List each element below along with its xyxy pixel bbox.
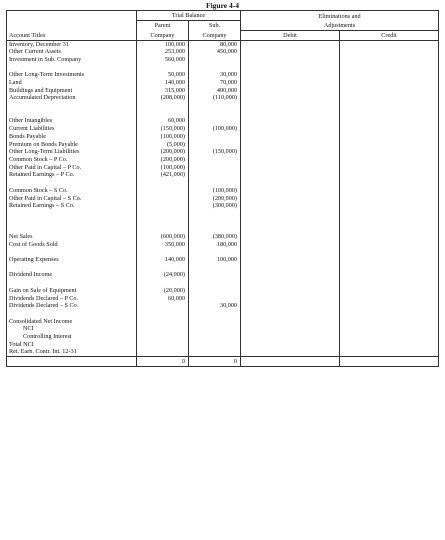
sub-amount: 180,000: [189, 241, 241, 249]
debit-cell: [241, 325, 340, 333]
parent-amount: [137, 179, 189, 187]
debit-cell: [241, 264, 340, 272]
debit-cell: [241, 295, 340, 303]
account-titles-header: Account Titles: [7, 30, 137, 40]
account-title: Common Stock – P Co.: [9, 156, 68, 163]
account-title: Dividends Declared – P Co.: [9, 294, 79, 302]
worksheet-row: [7, 125, 439, 133]
parent-amount: 315,000: [137, 87, 189, 95]
parent-amount: 253,000: [137, 48, 189, 56]
debit-cell: [241, 195, 340, 203]
debit-cell: [241, 279, 340, 287]
worksheet-row: [7, 225, 439, 233]
credit-cell: [340, 87, 439, 95]
account-title: Dividends Declared – S Co.: [9, 302, 79, 310]
worksheet-row: [7, 271, 439, 279]
sub-amount: [189, 318, 241, 326]
sub-amount: [189, 295, 241, 303]
worksheet-row: [7, 148, 439, 156]
credit-cell: [340, 333, 439, 341]
debit-cell: [241, 318, 340, 326]
worksheet-row: [7, 79, 439, 87]
parent-amount: [137, 333, 189, 341]
sub-amount: [189, 164, 241, 172]
credit-cell: [340, 218, 439, 226]
account-title: Land: [9, 79, 22, 86]
credit-cell: [340, 148, 439, 156]
sub-amount: (110,000): [189, 94, 241, 102]
account-title: Gain on Sale of Equipment: [9, 286, 77, 294]
sub-amount: (150,000): [189, 148, 241, 156]
worksheet-row: [7, 348, 439, 356]
parent-amount: [137, 64, 189, 72]
sub-amount: 80,000: [189, 40, 241, 48]
debit-cell: [241, 64, 340, 72]
parent-amount: [137, 202, 189, 210]
worksheet-row: [7, 71, 439, 79]
sub-amount: [189, 341, 241, 349]
parent-amount: 140,000: [137, 256, 189, 264]
sub-amount: [189, 287, 241, 295]
account-title: [7, 218, 137, 226]
sub-amount: [189, 248, 241, 256]
debit-cell: [241, 71, 340, 79]
worksheet-row: [7, 279, 439, 287]
sub-amount: [189, 179, 241, 187]
account-title: Total NCI: [9, 340, 34, 348]
sub-amount: [189, 218, 241, 226]
worksheet-row: [7, 295, 439, 303]
account-title: Retained Earnings – P Co.: [9, 171, 75, 179]
parent-amount: 100,000: [137, 40, 189, 48]
debit-cell: [241, 117, 340, 125]
sub-header-line1: Sub.: [189, 21, 241, 31]
parent-header-line1: Parent: [137, 21, 189, 31]
debit-total: [241, 357, 340, 367]
trial-balance-header: Trial Balance: [137, 11, 241, 21]
worksheet-row: [7, 156, 439, 164]
worksheet-row: [7, 241, 439, 249]
parent-amount: [137, 195, 189, 203]
debit-cell: [241, 225, 340, 233]
worksheet-row: [7, 187, 439, 195]
figure-title: Figure 4-4: [206, 1, 239, 10]
account-title: [7, 64, 137, 72]
credit-cell: [340, 64, 439, 72]
sub-amount: [189, 325, 241, 333]
credit-cell: [340, 156, 439, 164]
header-blank: [7, 11, 137, 21]
credit-cell: [340, 287, 439, 295]
sub-amount: (380,000): [189, 233, 241, 241]
sub-amount: [189, 271, 241, 279]
debit-cell: [241, 348, 340, 356]
parent-amount: [137, 248, 189, 256]
sub-amount: [189, 225, 241, 233]
credit-cell: [340, 348, 439, 356]
parent-amount: 60,000: [137, 117, 189, 125]
sub-total: 0: [189, 357, 241, 367]
debit-cell: [241, 310, 340, 318]
worksheet-row: [7, 333, 439, 341]
parent-amount: (600,000): [137, 233, 189, 241]
debit-cell: [241, 218, 340, 226]
parent-amount: [137, 348, 189, 356]
credit-cell: [340, 341, 439, 349]
parent-amount: (208,000): [137, 94, 189, 102]
parent-amount: [137, 225, 189, 233]
debit-cell: [241, 40, 340, 48]
credit-cell: [340, 110, 439, 118]
credit-cell: [340, 256, 439, 264]
account-title: Controlling Interest: [23, 333, 72, 341]
sub-amount: (300,000): [189, 202, 241, 210]
debit-cell: [241, 56, 340, 64]
consolidation-worksheet-table: [6, 10, 439, 367]
credit-cell: [340, 279, 439, 287]
debit-cell: [241, 125, 340, 133]
credit-cell: [340, 40, 439, 48]
parent-amount: 50,000: [137, 71, 189, 79]
account-title: Dividend Income: [9, 271, 53, 279]
account-title: Consolidated Net Income: [9, 317, 73, 325]
sub-amount: [189, 264, 241, 272]
parent-amount: [137, 279, 189, 287]
parent-amount: (20,000): [137, 287, 189, 295]
account-title: NCI: [23, 325, 34, 333]
parent-amount: (100,000): [137, 164, 189, 172]
parent-amount: [137, 210, 189, 218]
account-title: [7, 102, 137, 110]
worksheet-row: [7, 117, 439, 125]
parent-amount: [137, 302, 189, 310]
parent-amount: [137, 218, 189, 226]
credit-cell: [340, 325, 439, 333]
credit-cell: [340, 71, 439, 79]
account-title: [7, 210, 137, 218]
account-title: [7, 179, 137, 187]
account-title: [7, 110, 137, 118]
worksheet-row: [7, 302, 439, 310]
sub-amount: [189, 156, 241, 164]
debit-cell: [241, 164, 340, 172]
debit-cell: [241, 271, 340, 279]
account-title: Bonds Payable: [9, 132, 46, 140]
credit-cell: [340, 271, 439, 279]
sub-amount: (200,000): [189, 195, 241, 203]
sub-amount: [189, 171, 241, 179]
sub-amount: [189, 279, 241, 287]
credit-cell: [340, 102, 439, 110]
debit-cell: [241, 87, 340, 95]
credit-cell: [340, 233, 439, 241]
parent-amount: (24,000): [137, 271, 189, 279]
sub-amount: 30,000: [189, 71, 241, 79]
account-title: Other Paid in Capital – S Co.: [9, 194, 82, 202]
parent-amount: (200,000): [137, 156, 189, 164]
credit-cell: [340, 202, 439, 210]
credit-cell: [340, 171, 439, 179]
debit-cell: [241, 148, 340, 156]
sub-amount: [189, 110, 241, 118]
sub-amount: [189, 310, 241, 318]
eliminations-header: Eliminations and: [241, 11, 439, 21]
parent-total: 0: [137, 357, 189, 367]
credit-cell: [340, 56, 439, 64]
debit-cell: [241, 241, 340, 249]
credit-cell: [340, 318, 439, 326]
sub-amount: 400,000: [189, 87, 241, 95]
credit-cell: [340, 225, 439, 233]
worksheet-row: [7, 171, 439, 179]
account-title: Common Stock – S Co.: [9, 186, 68, 194]
parent-amount: [137, 325, 189, 333]
account-title: [7, 264, 137, 272]
debit-cell: [241, 210, 340, 218]
account-title: [7, 310, 137, 318]
account-title: Other Intangibles: [9, 117, 53, 125]
debit-cell: [241, 48, 340, 56]
worksheet-row: [7, 102, 439, 110]
total-label: [7, 357, 137, 367]
parent-amount: [137, 264, 189, 272]
parent-amount: (5,000): [137, 141, 189, 149]
parent-amount: 560,000: [137, 56, 189, 64]
worksheet-row: [7, 141, 439, 149]
adjustments-header: Adjustments: [241, 21, 439, 31]
account-title: Accumulated Depreciation: [9, 94, 76, 102]
debit-cell: [241, 141, 340, 149]
account-title: Other Long-Term Liabilities: [9, 148, 80, 156]
sub-amount: [189, 210, 241, 218]
parent-amount: 140,000: [137, 79, 189, 87]
credit-cell: [340, 302, 439, 310]
debit-cell: [241, 79, 340, 87]
account-title: Ret. Earn. Contr. Int. 12-31: [9, 348, 77, 356]
debit-cell: [241, 287, 340, 295]
credit-cell: [340, 195, 439, 203]
sub-amount: 30,000: [189, 302, 241, 310]
sub-amount: 450,000: [189, 48, 241, 56]
header-blank: [7, 21, 137, 31]
worksheet-row: [7, 64, 439, 72]
worksheet-row: [7, 325, 439, 333]
account-title: Operating Expenses: [9, 256, 59, 264]
account-title: [7, 225, 137, 233]
account-title: Investment in Sub. Company: [9, 55, 82, 63]
credit-header: Credit: [340, 30, 439, 40]
debit-cell: [241, 256, 340, 264]
credit-cell: [340, 79, 439, 87]
worksheet-row: [7, 310, 439, 318]
credit-cell: [340, 125, 439, 133]
debit-cell: [241, 156, 340, 164]
credit-cell: [340, 295, 439, 303]
parent-amount: [137, 110, 189, 118]
worksheet-row: [7, 287, 439, 295]
sub-amount: [189, 102, 241, 110]
credit-cell: [340, 210, 439, 218]
worksheet-row: [7, 48, 439, 56]
parent-amount: (421,000): [137, 171, 189, 179]
worksheet-row: [7, 218, 439, 226]
account-title: Current Liabilities: [9, 125, 55, 133]
sub-amount: [189, 133, 241, 141]
sub-amount: (100,000): [189, 187, 241, 195]
account-title: Other Paid in Capital – P Co.: [9, 163, 82, 171]
account-title: Net Sales: [9, 232, 33, 240]
credit-cell: [340, 187, 439, 195]
worksheet-row: [7, 56, 439, 64]
debit-cell: [241, 333, 340, 341]
debit-cell: [241, 171, 340, 179]
account-title: Cost of Goods Sold: [9, 240, 58, 248]
parent-amount: (100,000): [137, 133, 189, 141]
credit-cell: [340, 248, 439, 256]
credit-cell: [340, 264, 439, 272]
sub-amount: [189, 333, 241, 341]
worksheet-row: [7, 164, 439, 172]
worksheet-row: [7, 133, 439, 141]
worksheet-row: [7, 94, 439, 102]
debit-cell: [241, 248, 340, 256]
debit-cell: [241, 341, 340, 349]
parent-amount: [137, 102, 189, 110]
sub-amount: [189, 117, 241, 125]
worksheet-row: [7, 195, 439, 203]
parent-amount: 350,000: [137, 241, 189, 249]
worksheet-row: [7, 264, 439, 272]
parent-amount: [137, 318, 189, 326]
worksheet-row: [7, 248, 439, 256]
debit-cell: [241, 133, 340, 141]
credit-cell: [340, 141, 439, 149]
sub-amount: [189, 56, 241, 64]
account-title: Other Long-Term Investments: [9, 71, 85, 79]
sub-header-line2: Company: [189, 30, 241, 40]
debit-cell: [241, 187, 340, 195]
parent-amount: [137, 187, 189, 195]
parent-amount: [137, 310, 189, 318]
sub-amount: [189, 348, 241, 356]
debit-cell: [241, 233, 340, 241]
credit-cell: [340, 241, 439, 249]
worksheet-row: [7, 256, 439, 264]
account-title: Retained Earnings – S Co.: [9, 202, 75, 210]
worksheet-row: [7, 110, 439, 118]
credit-cell: [340, 179, 439, 187]
worksheet-row: [7, 233, 439, 241]
worksheet-row: [7, 40, 439, 48]
account-title: Other Current Assets: [9, 48, 61, 56]
credit-cell: [340, 164, 439, 172]
parent-header-line2: Company: [137, 30, 189, 40]
account-title: Premium on Bonds Payable: [9, 140, 78, 148]
credit-cell: [340, 48, 439, 56]
parent-amount: [137, 341, 189, 349]
credit-cell: [340, 310, 439, 318]
account-title: [7, 248, 137, 256]
worksheet-row: [7, 179, 439, 187]
debit-cell: [241, 202, 340, 210]
sub-amount: 100,000: [189, 256, 241, 264]
sub-amount: (100,000): [189, 125, 241, 133]
worksheet-row: [7, 210, 439, 218]
worksheet-row: [7, 341, 439, 349]
worksheet-body: [7, 40, 439, 357]
credit-cell: [340, 94, 439, 102]
account-title: [7, 279, 137, 287]
debit-cell: [241, 102, 340, 110]
parent-amount: 60,000: [137, 295, 189, 303]
worksheet-row: [7, 318, 439, 326]
account-title: Inventory, December 31: [9, 40, 69, 48]
worksheet-row: [7, 87, 439, 95]
parent-amount: (200,000): [137, 148, 189, 156]
parent-amount: (150,000): [137, 125, 189, 133]
credit-cell: [340, 133, 439, 141]
sub-amount: [189, 141, 241, 149]
credit-total: [340, 357, 439, 367]
debit-cell: [241, 302, 340, 310]
debit-cell: [241, 110, 340, 118]
sub-amount: 70,000: [189, 79, 241, 87]
worksheet-row: [7, 202, 439, 210]
account-title: Buildings and Equipment: [9, 86, 73, 94]
debit-cell: [241, 94, 340, 102]
debit-header: Debit: [241, 30, 340, 40]
sub-amount: [189, 64, 241, 72]
debit-cell: [241, 179, 340, 187]
credit-cell: [340, 117, 439, 125]
